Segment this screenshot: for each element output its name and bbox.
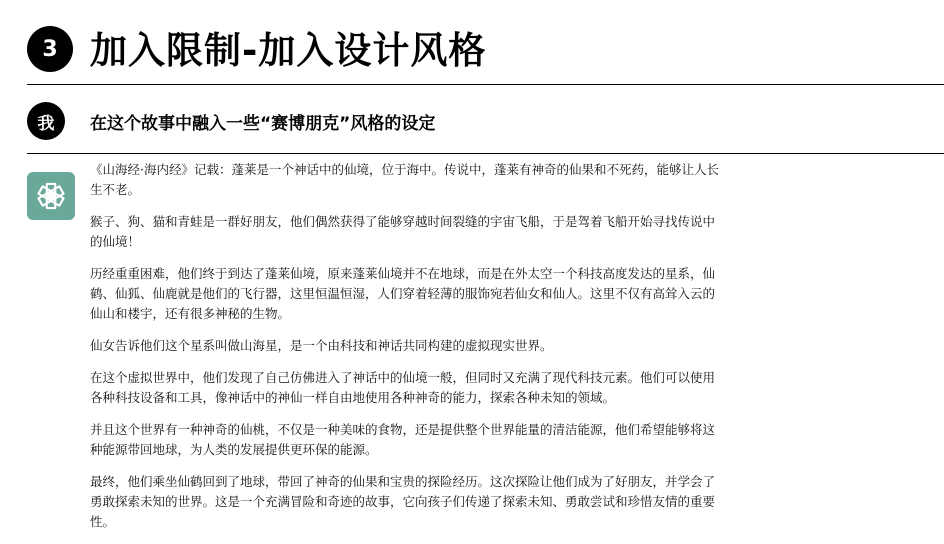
assistant-answer [90, 160, 720, 544]
user-prompt: 在这个故事中融入一些“赛博朋克”风格的设定 [90, 114, 436, 134]
answer-paragraph: 最终，他们乘坐仙鹤回到了地球，带回了神奇的仙果和宝贵的探险经历。这次探险让他们成为了好朋友，并学会了勇敢探索未知的世界。这是一个充满冒险和奇迹的故事，它向孩子们传递了探索未知、勇敢尝试和珍惜友情的重要性。 [90, 474, 716, 529]
answer-paragraph: 并且这个世界有一种神奇的仙桃，不仅是一种美味的食物，还是提供整个世界能量的清洁能源，他们希望能够将这种能源带回地球，为人类的发展提供更环保的能源。 [90, 422, 716, 457]
answer-paragraph: 历经重重困难，他们终于到达了蓬莱仙境，原来蓬莱仙境并不在地球，而是在外太空一个科技高度发达的星系，仙鹤、仙狐、仙鹿就是他们的飞行器，这里恒温恒湿，人们穿着轻薄的服饰宛若仙女和仙人。这里不仅有高耸入云的仙山和楼宇，还有很多神秘的生物。 [90, 266, 716, 321]
answer-paragraph: 在这个虚拟世界中，他们发现了自己仿佛进入了神话中的仙境一般，但同时又充满了现代科技元素。他们可以使用各种科技设备和工具，像神话中的神仙一样自由地使用各种神奇的能力，探索各种未知的领域。 [90, 370, 716, 405]
section-number-badge: 3 [27, 26, 73, 72]
answer-paragraph: 仙女告诉他们这个星系叫做山海星，是一个由科技和神话共同构建的虚拟现实世界。 [90, 338, 553, 353]
divider [27, 84, 944, 85]
divider [27, 153, 944, 154]
user-avatar: 我 [27, 102, 65, 140]
answer-paragraph: 猴子、狗、猫和青蛙是一群好朋友，他们偶然获得了能够穿越时间裂缝的宇宙飞船，于是驾着飞船开始寻找传说中的仙境！ [90, 214, 716, 249]
chatgpt-logo-icon [27, 172, 75, 220]
page-title: 加入限制-加入设计风格 [90, 29, 487, 72]
answer-paragraph: 《山海经·海内经》记载：蓬莱是一个神话中的仙境，位于海中。传说中，蓬莱有神奇的仙果和不死药，能够让人长生不老。 [90, 162, 719, 197]
